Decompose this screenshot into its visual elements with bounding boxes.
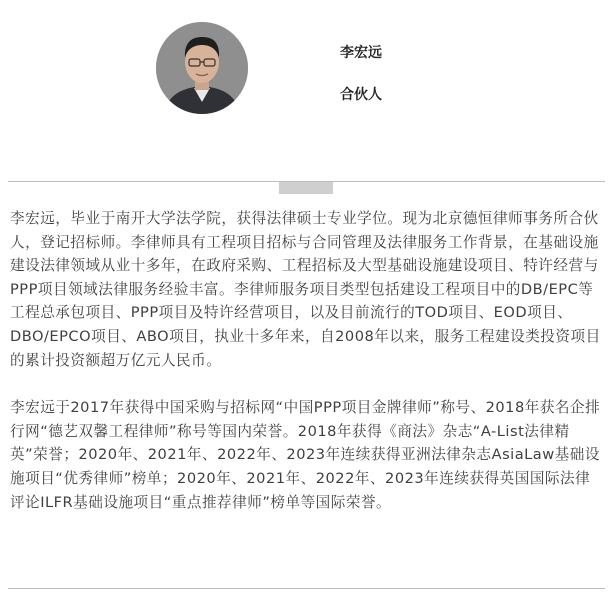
portrait-photo [156, 22, 248, 114]
bio-paragraph-education-experience: 李宏远，毕业于南开大学法学院，获得法律硕士专业学位。现为北京德恒律师事务所合伙人，登记招标师。李律师具有工程项目招标与合同管理及法律服务工作背景，在基础设施建设法律领域从业十多年，在政府采购、工程招标及大型基础设施建设项目、特许经营与PPP项目领域法律服务经验丰富。李律师服务项目类型包括建设工程项目中的DB/EPC等工程总承包项目、PPP项目及特许经营项目，以及目前流行的TOD项目、EOD项目、DBO/EPCO项目、ABO项目，执业十多年来，自2008年以来，服务工程建设类投资项目的累计投资额超万亿元人民币。 [10, 210, 601, 369]
profile-role: 合伙人 [340, 87, 382, 103]
avatar [156, 22, 248, 114]
divider-tab [279, 182, 333, 194]
bio-paragraph-honors: 李宏远于2017年获得中国采购与招标网“中国PPP项目金牌律师”称号、2018年获名企排行网“德艺双馨工程律师”称号等国内荣誉。2018年获得《商法》杂志“A-List法律精英”荣誉；2020年、2021年、2022年、2023年连续获得亚洲法律杂志AsiaLaw基础设施项目“优秀律师”榜单；2020年、2021年、2022年、2023年连续获得英国国际法律评论ILFR基础设施项目“重点推荐律师”榜单等国际荣誉。 [10, 399, 601, 511]
profile-name: 李宏远 [340, 45, 382, 61]
section-divider-bottom [8, 588, 605, 589]
biography [10, 207, 604, 514]
